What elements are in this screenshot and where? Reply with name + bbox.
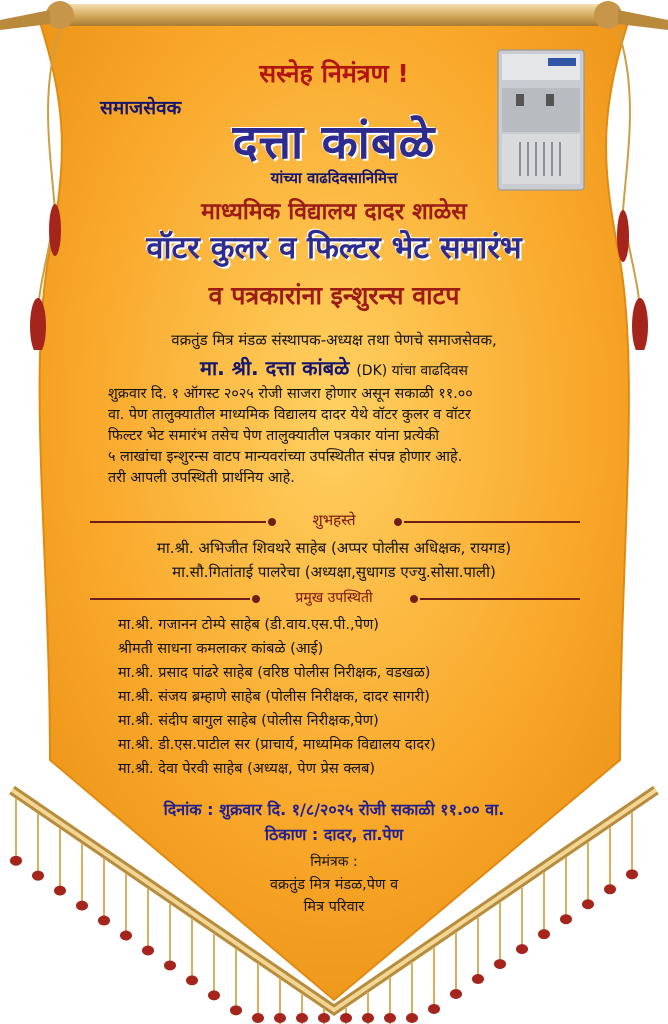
fringe-bead — [98, 916, 110, 926]
fringe-bead — [186, 975, 198, 985]
paragraph-line: शुक्रवार दि. १ ऑगस्ट २०२५ रोजी साजरा होणार असून सकाळी ११.०० — [108, 386, 473, 402]
fringe-bead — [450, 989, 462, 999]
paragraph-line: तरी आपली उपस्थिती प्रार्थनिय आहे. — [108, 470, 295, 486]
honoree-name: दत्ता कांबळे — [232, 115, 436, 170]
greeting: सस्नेह निमंत्रण ! — [259, 59, 409, 88]
school-line: माध्यमिक विद्यालय दादर शाळेस — [201, 199, 467, 225]
presence-item: मा.श्री. संदीप बागुल साहेब (पोलीस निरीक्षक,पेण) — [118, 713, 379, 729]
fringe-bead — [54, 886, 66, 896]
presence-item: मा.श्री. देवा पेरवी साहेब (अध्यक्ष, पेण प्रेस क्लब) — [118, 761, 376, 777]
fringe-bead — [560, 914, 572, 924]
fringe-bead — [120, 931, 132, 941]
occasion: यांच्या वाढदिवसानिमित्त — [270, 169, 398, 187]
fringe-bead — [516, 944, 528, 954]
fringe-bead — [362, 1013, 374, 1023]
fringe-bead — [472, 974, 484, 984]
dk-suffix: (DK) यांचा वाढदिवस — [356, 363, 468, 379]
inviter-line-2: मित्र परिवार — [303, 899, 365, 915]
fringe-bead — [318, 1013, 330, 1023]
fringe-bead — [626, 869, 638, 879]
inviter-label: निमंत्रक : — [310, 854, 358, 870]
fringe-bead — [494, 959, 506, 969]
fringe-bead — [406, 1013, 418, 1023]
fringe-bead — [296, 1013, 308, 1023]
fringe-bead — [164, 960, 176, 970]
presence-item: श्रीमती साधना कमलाकर कांबळे (आई) — [118, 641, 324, 657]
fringe-bead — [538, 929, 550, 939]
presence-item: मा.श्री. डी.एस.पाटील सर (प्राचार्य, माध्यमिक विद्यालय दादर) — [118, 737, 436, 753]
inviter-line-1: वक्रतुंड मित्र मंडळ,पेण व — [269, 877, 399, 893]
venue-line: ठिकाण : दादर, ता.पेण — [264, 825, 404, 844]
presence-heading: प्रमुख उपस्थिती — [295, 590, 373, 606]
intro-line: वक्रतुंड मित्र मंडळ संस्थापक-अध्यक्ष तथा पेणचे समाजसेवक, — [171, 331, 497, 349]
insurance-line: व पत्रकारांना इन्शुरन्स वाटप — [208, 281, 460, 310]
chief-guests-heading: शुभहस्ते — [312, 511, 356, 529]
presence-item: मा.श्री. प्रसाद पांढरे साहेब (वरिष्ठ पोलीस निरीक्षक, वडखळ) — [118, 665, 431, 681]
date-line: दिनांक : शुक्रवार दि. १/८/२०२५ रोजी सकाळी ११.०० वा. — [163, 800, 505, 819]
fringe-bead — [340, 1013, 352, 1023]
dk-name: मा. श्री. दत्ता कांबळे — [200, 356, 350, 380]
paragraph-line: फिल्टर भेट समारंभ तसेच पेण तालुक्यातील पत्रकार यांना प्रत्येकी — [108, 428, 440, 444]
event-title: वॉटर कुलर व फिल्टर भेट समारंभ — [146, 230, 522, 266]
fringe-bead — [604, 884, 616, 894]
fringe-bead — [76, 901, 88, 911]
paragraph-line: ५ लाखांचा इन्शुरन्स वाटप मान्यवरांच्या उपस्थितीत संपन्न होणार आहे. — [108, 449, 463, 465]
fringe-bead — [384, 1013, 396, 1023]
fringe-bead — [230, 1005, 242, 1015]
chief-guest: मा.सौ.गितांताई पालरेचा (अध्यक्षा,सुधागड एज्यु.सोसा.पाली) — [172, 563, 496, 581]
fringe-bead — [10, 856, 22, 866]
fringe-bead — [428, 1004, 440, 1014]
presence-item: मा.श्री. संजय ब्रम्हाणे साहेब (पोलीस निरीक्षक, दादर सागरी) — [118, 689, 430, 705]
fringe-bead — [32, 871, 44, 881]
chief-guest: मा.श्री. अभिजीत शिवथरे साहेब (अप्पर पोलीस अधिक्षक, रायगड) — [156, 539, 512, 557]
fringe-bead — [252, 1013, 264, 1023]
fringe-bead — [142, 945, 154, 955]
fringe-bead — [274, 1013, 286, 1023]
honoree-prefix: समाजसेवक — [100, 97, 182, 119]
fringe-bead — [582, 899, 594, 909]
fringe-bead — [208, 990, 220, 1000]
paragraph-line: वा. पेण तालुक्यातील माध्यमिक विद्यालय दादर येथे वॉटर कुलर व वॉटर — [108, 407, 471, 423]
presence-item: मा.श्री. गजानन टोम्पे साहेब (डी.वाय.एस.पी.,पेण) — [118, 617, 379, 633]
